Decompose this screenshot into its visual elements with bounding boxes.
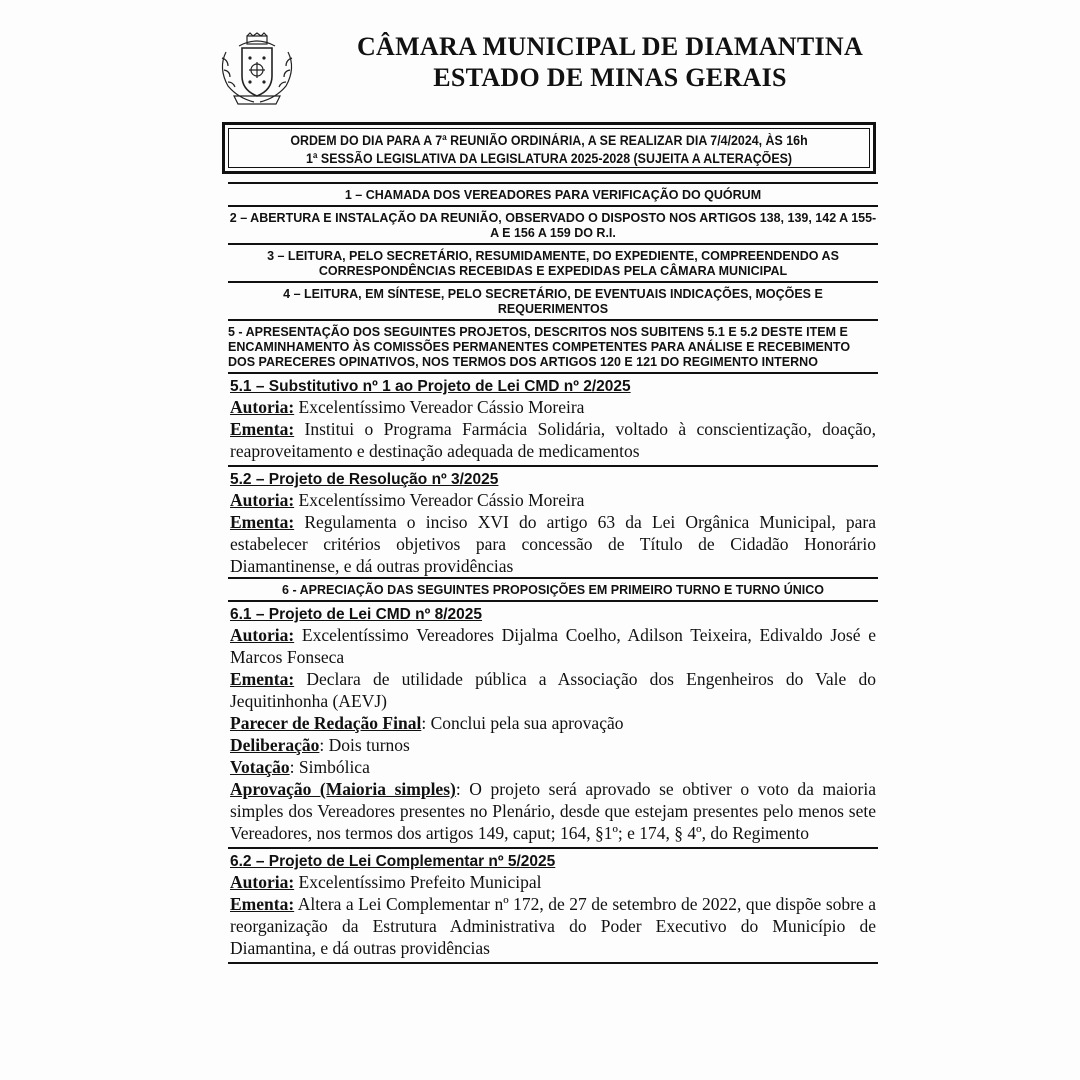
agenda-item-4: 4 – LEITURA, EM SÍNTESE, PELO SECRETÁRIO, DE EVENTUAIS INDICAÇÕES, MOÇÕES E REQUERIMENTOS — [283, 287, 823, 316]
section-6-1-ementa: Ementa: Declara de utilidade pública a Associação dos Engenheiros do Vale do Jequitinhonha (AEVJ) — [230, 669, 876, 711]
agenda-line-2: 1ª SESSÃO LEGISLATIVA DA LEGISLATURA 2025-2028 (SUJEITA A ALTERAÇÕES) — [305, 151, 793, 166]
section-5-1-ementa: Ementa: Institui o Programa Farmácia Solidária, voltado à conscientização, doação, reaproveitamento e destinação adequada de medicamentos — [230, 419, 876, 461]
section-5-2-autoria: Autoria: Excelentíssimo Vereador Cássio Moreira — [230, 490, 585, 510]
section-6-1-heading: 6.1 – Projeto de Lei CMD nº 8/2025 — [230, 606, 483, 623]
agenda-item-5: 5 - APRESENTAÇÃO DOS SEGUINTES PROJETOS, DESCRITOS NOS SUBITENS 5.1 E 5.2 DESTE ITEM E ENCAMINHAMENTO ÀS COMISSÕES PERMANENTES COMPETENTES PARA ANÁLISE E RECEBIMENTO DOS PARECERES OPINATIVOS, NOS TERMOS DOS ARTIGOS 120 E 121 DO REGIMENTO INTERNO — [228, 325, 851, 369]
section-6-2-ementa: Ementa: Altera a Lei Complementar nº 172, de 27 de setembro de 2022, que dispõe sobre a reorganização da Estrutura Administrativa do Poder Executivo do Município de Diamantina, e dá outras providências — [230, 894, 876, 958]
section-5-1-autoria: Autoria: Excelentíssimo Vereador Cássio Moreira — [230, 397, 585, 417]
section-6-2-heading: 6.2 – Projeto de Lei Complementar nº 5/2025 — [230, 853, 556, 870]
section-5-2-heading: 5.2 – Projeto de Resolução nº 3/2025 — [230, 471, 499, 488]
coat-of-arms-icon — [214, 32, 300, 110]
section-6-2-autoria: Autoria: Excelentíssimo Prefeito Municipal — [230, 872, 542, 892]
page-subtitle: ESTADO DE MINAS GERAIS — [433, 63, 787, 92]
section-6-1-parecer: Parecer de Redação Final: Conclui pela sua aprovação — [230, 713, 624, 733]
agenda-item-6: 6 - APRECIAÇÃO DAS SEGUINTES PROPOSIÇÕES EM PRIMEIRO TURNO E TURNO ÚNICO — [282, 583, 824, 597]
section-6-1-autoria: Autoria: Excelentíssimo Vereadores Dijalma Coelho, Adilson Teixeira, Edivaldo José e Marcos Fonseca — [230, 625, 876, 667]
section-5-1-heading: 5.1 – Substitutivo nº 1 ao Projeto de Lei CMD nº 2/2025 — [230, 378, 631, 395]
agenda-line-1: ORDEM DO DIA PARA A 7ª REUNIÃO ORDINÁRIA, A SE REALIZAR DIA 7/4/2024, ÀS 16h — [290, 133, 808, 148]
agenda-content — [228, 182, 878, 964]
section-6-1-deliberacao: Deliberação: Dois turnos — [230, 735, 410, 755]
section-6-1-aprovacao: Aprovação (Maioria simples): O projeto será aprovado se obtiver o voto da maioria simples dos Vereadores presentes no Plenário, desde que estejam presentes pelo menos sete Vereadores, nos termos dos artigos 149, caput; 164, §1º; e 174, § 4º, do Regimento — [230, 779, 876, 843]
page-title: CÂMARA MUNICIPAL DE DIAMANTINA — [356, 32, 864, 61]
agenda-item-1: 1 – CHAMADA DOS VEREADORES PARA VERIFICAÇÃO DO QUÓRUM — [344, 188, 762, 202]
agenda-item-2: 2 – ABERTURA E INSTALAÇÃO DA REUNIÃO, OBSERVADO O DISPOSTO NOS ARTIGOS 138, 139, 142 A 155-A E 156 A 159 DO R.I. — [229, 211, 877, 240]
section-5-2-ementa: Ementa: Regulamenta o inciso XVI do artigo 63 da Lei Orgânica Municipal, para estabelecer critérios objetivos para concessão de Título de Cidadão Honorário Diamantinense, e dá outras providências — [230, 512, 876, 576]
agenda-item-3: 3 – LEITURA, PELO SECRETÁRIO, RESUMIDAMENTE, DO EXPEDIENTE, COMPREENDENDO AS CORRESPONDÊNCIAS RECEBIDAS E EXPEDIDAS PELA CÂMARA MUNICIPAL — [267, 249, 839, 278]
agenda-header-box — [222, 122, 876, 174]
section-6-1-votacao: Votação: Simbólica — [230, 757, 370, 777]
